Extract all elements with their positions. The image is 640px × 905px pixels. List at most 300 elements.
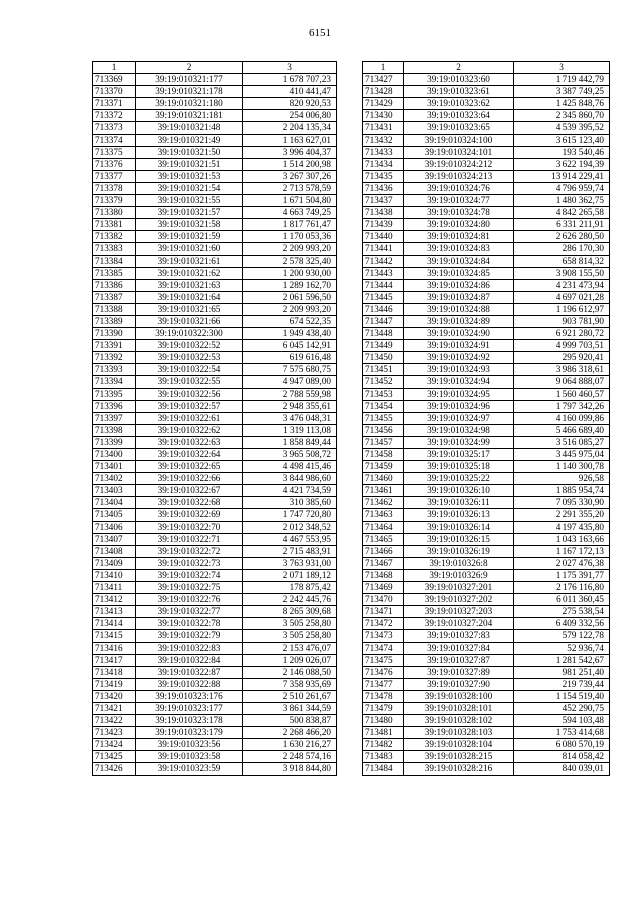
table-row [93,388,337,400]
table-row [93,666,337,678]
cadastral-number-cell: 39:19:010322:77 [136,606,243,618]
cadastral-number-cell: 39:19:010324:84 [404,255,514,267]
value-cell: 4 197 435,80 [514,521,610,533]
row-number-cell: 713467 [363,557,404,569]
value-cell: 2 071 189,12 [243,569,337,581]
cadastral-number-cell: 39:19:010322:84 [136,654,243,666]
table-row [363,134,610,146]
table-row [363,497,610,509]
value-cell: 6 921 280,72 [514,328,610,340]
cadastral-number-cell: 39:19:010321:58 [136,219,243,231]
cadastral-number-cell: 39:19:010322:300 [136,328,243,340]
row-number-cell: 713406 [93,521,136,533]
value-cell: 1 167 172,13 [514,545,610,557]
cadastral-number-cell: 39:19:010321:66 [136,315,243,327]
table-row [93,207,337,219]
row-number-cell: 713448 [363,328,404,340]
table-row [93,98,337,110]
value-cell: 3 476 048,31 [243,412,337,424]
value-cell: 3 445 975,04 [514,449,610,461]
value-cell: 1 196 612,97 [514,303,610,315]
row-number-cell: 713429 [363,98,404,110]
row-number-cell: 713426 [93,763,136,775]
row-number-cell: 713403 [93,485,136,497]
value-cell: 981 251,40 [514,666,610,678]
table-row [363,86,610,98]
table-row [363,666,610,678]
cadastral-number-cell: 39:19:010324:85 [404,267,514,279]
value-cell: 1 797 342,26 [514,400,610,412]
value-cell: 3 844 986,60 [243,473,337,485]
cadastral-number-cell: 39:19:010323:179 [136,727,243,739]
table-row [93,255,337,267]
row-number-cell: 713370 [93,86,136,98]
value-cell: 500 838,87 [243,715,337,727]
table-row [363,557,610,569]
cadastral-number-cell: 39:19:010326:13 [404,509,514,521]
row-number-cell: 713407 [93,533,136,545]
table-row [93,473,337,485]
table-row [93,594,337,606]
value-cell: 452 290,75 [514,702,610,714]
row-number-cell: 713422 [93,715,136,727]
cadastral-number-cell: 39:19:010322:70 [136,521,243,533]
row-number-cell: 713476 [363,666,404,678]
row-number-cell: 713388 [93,303,136,315]
value-cell: 4 999 703,51 [514,340,610,352]
row-number-cell: 713459 [363,461,404,473]
table-row [363,654,610,666]
row-number-cell: 713452 [363,376,404,388]
table-row [93,642,337,654]
row-number-cell: 713404 [93,497,136,509]
row-number-cell: 713394 [93,376,136,388]
cadastral-number-cell: 39:19:010321:59 [136,231,243,243]
value-cell: 3 516 085,27 [514,436,610,448]
table-row [363,461,610,473]
table-row [93,195,337,207]
table-header-row [363,62,610,74]
table-row [363,545,610,557]
cadastral-number-cell: 39:19:010322:72 [136,545,243,557]
cadastral-number-cell: 39:19:010322:56 [136,388,243,400]
table-row [93,86,337,98]
row-number-cell: 713472 [363,618,404,630]
table-row [363,364,610,376]
cadastral-number-cell: 39:19:010321:48 [136,122,243,134]
value-cell: 1 043 163,66 [514,533,610,545]
value-cell: 2 248 574,16 [243,751,337,763]
row-number-cell: 713435 [363,170,404,182]
value-cell: 1 719 442,79 [514,74,610,86]
cadastral-number-cell: 39:19:010324:88 [404,303,514,315]
row-number-cell: 713458 [363,449,404,461]
table-row [363,485,610,497]
table-row [93,267,337,279]
row-number-cell: 713443 [363,267,404,279]
value-cell: 1 163 627,01 [243,134,337,146]
table-row [93,400,337,412]
cadastral-number-cell: 39:19:010324:77 [404,195,514,207]
row-number-cell: 713482 [363,739,404,751]
cadastral-number-cell: 39:19:010328:100 [404,690,514,702]
cadastral-number-cell: 39:19:010326:8 [404,557,514,569]
table-row [363,424,610,436]
table-row [363,388,610,400]
table-row [363,122,610,134]
row-number-cell: 713473 [363,630,404,642]
value-cell: 3 622 194,39 [514,158,610,170]
cadastral-number-cell: 39:19:010324:97 [404,412,514,424]
value-cell: 4 697 021,28 [514,291,610,303]
value-cell: 2 146 088,50 [243,666,337,678]
table-row [363,569,610,581]
table-row [93,74,337,86]
cadastral-number-cell: 39:19:010324:212 [404,158,514,170]
table-row [363,376,610,388]
row-number-cell: 713385 [93,267,136,279]
row-number-cell: 713400 [93,449,136,461]
value-cell: 1 630 216,27 [243,739,337,751]
row-number-cell: 713468 [363,569,404,581]
table-row [93,231,337,243]
row-number-cell: 713457 [363,436,404,448]
table-row [363,291,610,303]
row-number-cell: 713397 [93,412,136,424]
value-cell: 7 095 330,90 [514,497,610,509]
row-number-cell: 713469 [363,582,404,594]
row-number-cell: 713453 [363,388,404,400]
row-number-cell: 713376 [93,158,136,170]
cadastral-number-cell: 39:19:010323:177 [136,702,243,714]
cadastral-number-cell: 39:19:010323:60 [404,74,514,86]
value-cell: 2 012 348,52 [243,521,337,533]
cadastral-number-cell: 39:19:010321:63 [136,279,243,291]
cadastral-number-cell: 39:19:010322:54 [136,364,243,376]
value-cell: 1 949 438,40 [243,328,337,340]
table-row [363,146,610,158]
table-row [363,267,610,279]
row-number-cell: 713439 [363,219,404,231]
row-number-cell: 713483 [363,751,404,763]
table-body [363,74,610,775]
cadastral-number-cell: 39:19:010322:87 [136,666,243,678]
row-number-cell: 713393 [93,364,136,376]
cadastral-number-cell: 39:19:010327:203 [404,606,514,618]
value-cell: 2 948 355,61 [243,400,337,412]
row-number-cell: 713409 [93,557,136,569]
cadastral-number-cell: 39:19:010328:216 [404,763,514,775]
table-row [93,739,337,751]
value-cell: 2 626 280,50 [514,231,610,243]
row-number-cell: 713395 [93,388,136,400]
table-row [363,170,610,182]
row-number-cell: 713408 [93,545,136,557]
table-row [363,582,610,594]
cadastral-number-cell: 39:19:010327:204 [404,618,514,630]
row-number-cell: 713428 [363,86,404,98]
row-number-cell: 713478 [363,690,404,702]
value-cell: 1 200 930,00 [243,267,337,279]
table-row [93,134,337,146]
value-cell: 4 796 959,74 [514,182,610,194]
cadastral-value-table-right [362,61,610,776]
row-number-cell: 713387 [93,291,136,303]
cadastral-number-cell: 39:19:010324:78 [404,207,514,219]
cadastral-number-cell: 39:19:010321:51 [136,158,243,170]
value-cell: 3 763 931,00 [243,557,337,569]
table-row [93,654,337,666]
cadastral-number-cell: 39:19:010328:215 [404,751,514,763]
value-cell: 286 170,30 [514,243,610,255]
table-row [93,678,337,690]
row-number-cell: 713372 [93,110,136,122]
cadastral-number-cell: 39:19:010322:57 [136,400,243,412]
value-cell: 619 616,48 [243,352,337,364]
cadastral-number-cell: 39:19:010322:73 [136,557,243,569]
cadastral-number-cell: 39:19:010321:57 [136,207,243,219]
value-cell: 2 291 355,20 [514,509,610,521]
value-cell: 2 209 993,20 [243,243,337,255]
cadastral-number-cell: 39:19:010324:98 [404,424,514,436]
table-row [363,751,610,763]
row-number-cell: 713462 [363,497,404,509]
table-row [363,195,610,207]
cadastral-number-cell: 39:19:010324:96 [404,400,514,412]
table-row [93,751,337,763]
cadastral-number-cell: 39:19:010326:19 [404,545,514,557]
row-number-cell: 713430 [363,110,404,122]
value-cell: 4 947 089,00 [243,376,337,388]
cadastral-number-cell: 39:19:010324:94 [404,376,514,388]
table-row [93,449,337,461]
value-cell: 13 914 229,41 [514,170,610,182]
row-number-cell: 713449 [363,340,404,352]
row-number-cell: 713463 [363,509,404,521]
row-number-cell: 713481 [363,727,404,739]
cadastral-number-cell: 39:19:010323:178 [136,715,243,727]
table-row [93,291,337,303]
table-row [363,702,610,714]
value-cell: 2 578 325,40 [243,255,337,267]
value-cell: 275 538,54 [514,606,610,618]
row-number-cell: 713475 [363,654,404,666]
value-cell: 1 319 113,08 [243,424,337,436]
row-number-cell: 713405 [93,509,136,521]
cadastral-number-cell: 39:19:010324:91 [404,340,514,352]
cadastral-number-cell: 39:19:010322:75 [136,582,243,594]
row-number-cell: 713445 [363,291,404,303]
table-row [93,630,337,642]
value-cell: 6 080 570,19 [514,739,610,751]
table-row [363,182,610,194]
value-cell: 1 154 519,40 [514,690,610,702]
cadastral-number-cell: 39:19:010328:104 [404,739,514,751]
row-number-cell: 713479 [363,702,404,714]
row-number-cell: 713373 [93,122,136,134]
value-cell: 1 560 460,57 [514,388,610,400]
value-cell: 52 936,74 [514,642,610,654]
cadastral-number-cell: 39:19:010327:84 [404,642,514,654]
cadastral-number-cell: 39:19:010324:95 [404,388,514,400]
value-cell: 3 505 258,80 [243,630,337,642]
row-number-cell: 713454 [363,400,404,412]
row-number-cell: 713396 [93,400,136,412]
table-row [363,642,610,654]
table-row [363,315,610,327]
value-cell: 310 385,60 [243,497,337,509]
row-number-cell: 713418 [93,666,136,678]
cadastral-number-cell: 39:19:010321:62 [136,267,243,279]
value-cell: 3 505 258,80 [243,618,337,630]
column-header-number: 1 [363,62,404,74]
row-number-cell: 713447 [363,315,404,327]
table-row [363,630,610,642]
table-row [93,545,337,557]
row-number-cell: 713379 [93,195,136,207]
cadastral-number-cell: 39:19:010322:63 [136,436,243,448]
cadastral-number-cell: 39:19:010321:55 [136,195,243,207]
table-row [93,170,337,182]
value-cell: 3 996 404,37 [243,146,337,158]
cadastral-number-cell: 39:19:010321:64 [136,291,243,303]
table-row [363,340,610,352]
cadastral-number-cell: 39:19:010323:58 [136,751,243,763]
row-number-cell: 713402 [93,473,136,485]
table-row [93,340,337,352]
cadastral-number-cell: 39:19:010324:99 [404,436,514,448]
table-row [93,618,337,630]
row-number-cell: 713412 [93,594,136,606]
table-row [93,158,337,170]
cadastral-number-cell: 39:19:010322:52 [136,340,243,352]
table-row [363,521,610,533]
cadastral-number-cell: 39:19:010321:177 [136,74,243,86]
cadastral-number-cell: 39:19:010321:54 [136,182,243,194]
cadastral-number-cell: 39:19:010322:88 [136,678,243,690]
row-number-cell: 713401 [93,461,136,473]
cadastral-number-cell: 39:19:010322:53 [136,352,243,364]
row-number-cell: 713383 [93,243,136,255]
row-number-cell: 713450 [363,352,404,364]
table-row [363,594,610,606]
table-row [363,219,610,231]
table-row [363,436,610,448]
cadastral-number-cell: 39:19:010321:49 [136,134,243,146]
table-row [93,122,337,134]
value-cell: 1 140 300,78 [514,461,610,473]
value-cell: 2 510 261,67 [243,690,337,702]
value-cell: 1 281 542,67 [514,654,610,666]
table-row [93,146,337,158]
row-number-cell: 713414 [93,618,136,630]
cadastral-number-cell: 39:19:010322:76 [136,594,243,606]
table-row [363,110,610,122]
table-row [93,110,337,122]
table-row [363,412,610,424]
table-row [363,533,610,545]
row-number-cell: 713398 [93,424,136,436]
cadastral-number-cell: 39:19:010326:9 [404,569,514,581]
value-cell: 2 345 860,70 [514,110,610,122]
table-row [363,255,610,267]
value-cell: 1 170 053,36 [243,231,337,243]
cadastral-number-cell: 39:19:010328:103 [404,727,514,739]
cadastral-number-cell: 39:19:010324:92 [404,352,514,364]
value-cell: 594 103,48 [514,715,610,727]
row-number-cell: 713421 [93,702,136,714]
row-number-cell: 713434 [363,158,404,170]
value-cell: 193 540,46 [514,146,610,158]
cadastral-number-cell: 39:19:010324:213 [404,170,514,182]
value-cell: 2 061 596,50 [243,291,337,303]
row-number-cell: 713381 [93,219,136,231]
value-cell: 2 209 993,20 [243,303,337,315]
value-cell: 4 160 099,86 [514,412,610,424]
cadastral-number-cell: 39:19:010326:14 [404,521,514,533]
row-number-cell: 713389 [93,315,136,327]
value-cell: 8 265 309,68 [243,606,337,618]
row-number-cell: 713442 [363,255,404,267]
value-cell: 903 781,90 [514,315,610,327]
row-number-cell: 713378 [93,182,136,194]
table-row [93,279,337,291]
cadastral-number-cell: 39:19:010322:69 [136,509,243,521]
row-number-cell: 713451 [363,364,404,376]
row-number-cell: 713419 [93,678,136,690]
cadastral-number-cell: 39:19:010323:176 [136,690,243,702]
value-cell: 6 011 360,45 [514,594,610,606]
table-body [93,74,337,775]
cadastral-number-cell: 39:19:010322:61 [136,412,243,424]
row-number-cell: 713466 [363,545,404,557]
row-number-cell: 713427 [363,74,404,86]
table-row [93,606,337,618]
table-row [363,279,610,291]
value-cell: 1 425 848,76 [514,98,610,110]
value-cell: 2 153 476,07 [243,642,337,654]
cadastral-number-cell: 39:19:010322:65 [136,461,243,473]
table-row [363,449,610,461]
value-cell: 6 409 332,56 [514,618,610,630]
value-cell: 4 663 749,25 [243,207,337,219]
table-row [93,497,337,509]
cadastral-number-cell: 39:19:010325:18 [404,461,514,473]
cadastral-number-cell: 39:19:010322:78 [136,618,243,630]
cadastral-number-cell: 39:19:010321:50 [136,146,243,158]
cadastral-number-cell: 39:19:010324:89 [404,315,514,327]
cadastral-number-cell: 39:19:010325:22 [404,473,514,485]
row-number-cell: 713471 [363,606,404,618]
value-cell: 1 885 954,74 [514,485,610,497]
row-number-cell: 713375 [93,146,136,158]
table-row [363,739,610,751]
cadastral-number-cell: 39:19:010324:83 [404,243,514,255]
table-row [93,533,337,545]
row-number-cell: 713438 [363,207,404,219]
cadastral-number-cell: 39:19:010323:62 [404,98,514,110]
table-header-row [93,62,337,74]
cadastral-number-cell: 39:19:010328:102 [404,715,514,727]
cadastral-number-cell: 39:19:010324:90 [404,328,514,340]
table-row [93,424,337,436]
table-row [363,715,610,727]
row-number-cell: 713391 [93,340,136,352]
table-row [363,727,610,739]
value-cell: 3 908 155,50 [514,267,610,279]
table-row [363,243,610,255]
value-cell: 410 441,47 [243,86,337,98]
